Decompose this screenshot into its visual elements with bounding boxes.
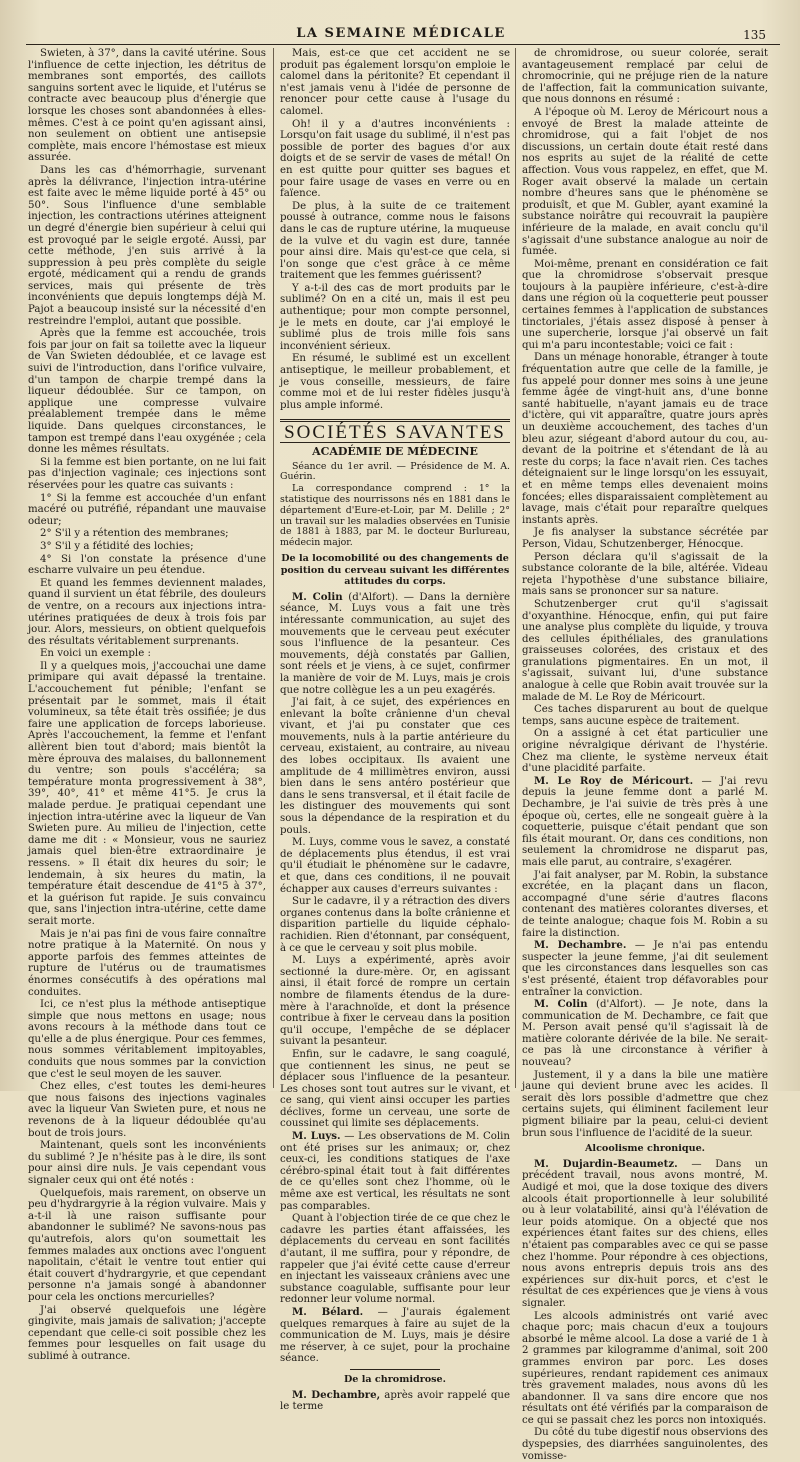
journal-title: LA SEMAINE MÉDICALE <box>296 26 506 41</box>
paragraph: Les alcools administrés ont varié avec chaque porc; mais chacun d'eux a toujours absorbé le même alcool. La dose a varié de 1 à 2 grammes par kilogramme d'animal, soit 200 grammes environ par porc. Les doses supérieures, rendant rapidement ces animaux très gravement malades, nous avons dû les abandonner. Il va sans dire encore que nos résultats ont été vérifiés par la comparaison de ce qui se passait chez les porcs non intoxiqués. <box>522 1310 768 1426</box>
page-number: 135 <box>743 28 766 42</box>
speaker-name: M. Colin <box>534 998 588 1011</box>
list-item: 4° Si l'on constate la présence d'une escharre vulvaire un peu étendue. <box>28 553 266 577</box>
paragraph <box>522 940 768 998</box>
paragraph: Sur le cadavre, il y a rétraction des divers organes contenus dans la boîte crânienne et disparition partielle du liquide céphalo-rachidien. Rien d'étonnant, par conséquent, à ce que le cerveau y soit plus mobile. <box>280 896 510 954</box>
speech: — J'aurais également quelques remarques à faire au sujet de la communication de M. Luys, mais je désire me réserver, à ce sujet, pour la prochaine séance. <box>280 1306 510 1365</box>
paragraph: Moi-même, prenant en considération ce fait que la chromidrose s'observait presque toujours à la paupière inférieure, c'est-à-dire dans une région où la coquetterie peut pousser certaines femmes à l'application de substances tinctoriales, j'étais assez disposé à penser à une supercherie, lorsque j'ai observé un fait qui m'a paru incontestable; voici ce fait : <box>522 258 768 351</box>
paragraph: Si la femme est bien portante, on ne lui fait pas d'injection vaginale; ces injections sont réservées pour les quatre cas suivants : <box>28 456 266 491</box>
article-heading: De la locomobilité ou des changements de position du cerveau suivant les différentes attitudes du corps. <box>280 552 510 588</box>
paragraph: Y a-t-il des cas de mort produits par le sublimé? On en a cité un, mais il est peu authentique; pour mon compte personnel, je le mets en doute, car j'ai employé le sublimé plus de trois mille fois sans inconvénient sérieux. <box>280 282 510 352</box>
paragraph: Justement, il y a dans la bile une matière jaune qui devient brune avec les acides. Il serait dès lors possible d'admettre que chez certains sujets, qui éliminent facilement leur pigment biliaire par la peau, celui-ci devient brun sous l'influence de l'acidité de la sueur. <box>522 1069 768 1139</box>
correspondance: La correspondance comprend : 1° la statistique des nourrissons nés en 1881 dans le département d'Eure-et-Loir, par M. Delille ; 2° un travail sur les maladies observées en Tunisie de 1881 à 1883, par M. le docteur Burlureau, médecin major. <box>280 483 510 549</box>
section-title: SOCIÉTÉS SAVANTES <box>280 419 510 443</box>
paragraph <box>522 776 768 869</box>
paragraph: Mais, est-ce que cet accident ne se produit pas également lorsqu'on emploie le calomel dans la péritonite? Et cependant il n'est jamais venu à l'idée de personne de renoncer pour cette cause à l'usage du calomel. <box>280 48 510 117</box>
paragraph: Mais je n'ai pas fini de vous faire connaître notre pratique à la Maternité. On nous y apporte parfois des femmes atteintes de rupture de l'utérus ou de traumatismes énormes consécutifs à des opérations mal conduites. <box>28 928 266 998</box>
paragraph: M. Luys, comme vous le savez, a constaté de déplacements plus étendus, il est vrai qu'il étudiait le phénomène sur le cadavre, et que, dans ces conditions, il ne pouvait échapper aux causes d'erreurs suivantes : <box>280 837 510 895</box>
paragraph: Du côté du tube digestif nous observions des dyspepsies, des diarrhées sanguinolentes, des vomisse- <box>522 1427 768 1462</box>
paragraph: Ici, ce n'est plus la méthode antiseptique simple que nous mettons en usage; nous avons recours à la méthode dans tout ce qu'elle a de plus énergique. Pour ces femmes, nous sommes véritablement impitoyables, conduits que nous sommes par la conviction que c'est le seul moyen de les sauver. <box>28 999 266 1080</box>
paragraph <box>280 1307 510 1365</box>
speaker-name: M. Luys. <box>292 1130 341 1143</box>
paragraph: A l'époque où M. Leroy de Méricourt nous a envoyé de Brest la malade atteinte de chromidrose, qui a fait l'objet de nos discussions, un certain doute était resté dans nos esprits au sujet de la réalité de cette affection. Vous vous rappelez, en effet, que M. Roger avait observé la malade un certain nombre d'heures sans que le phénomène se produisît, et que M. Gubler, ayant examiné la substance noirâtre qui recouvrait la paupière inférieure de la malade, en avait conclu qu'il s'agissait d'une substance analogue au noir de fumée. <box>522 106 768 258</box>
column-1 <box>28 48 266 1362</box>
paragraph: Dans un ménage honorable, étranger à toute fréquentation autre que celle de la famille, je fus appelé pour donner mes soins à une jeune femme âgée de vingt-huit ans, d'une bonne santé habituelle, n'ayant jamais eu de trace d'ictère, qui vit apparaître, quatre jours après un deuxième accouchement, des taches d'un bleu azur, siégeant d'abord autour du cou, au-devant de la poitrine et s'étendant de là au reste du corps; la face n'avait rien. Ces taches déteignaient sur le linge lorsqu'on les essuyait, et en même temps elles devenaient moins foncées; elles disparaissaient complètement au lavage, mais c'était pour reparaître quelques instants après. <box>522 352 768 526</box>
paragraph: Quelquefois, mais rarement, on observe un peu d'hydrargyrie à la région vulvaire. Mais y a-t-il là une raison suffisante pour abandonner le sublimé? Ne savons-nous pas qu'autrefois, alors qu'on soumettait les femmes malades aux onctions avec l'onguent napolitain, c'était le ventre tout entier qui était couvert d'hydrargyrie, et que cependant personne n'a jamais songé à abandonner pour cela les onctions mercurielles? <box>28 1187 266 1303</box>
speaker-name: M. Bélard. <box>292 1305 364 1318</box>
paragraph: Schutzenberger crut qu'il s'agissait d'oxyanthine. Hénocque, enfin, qui put faire une analyse plus complète du liquide, y trouva des cellules épithéliales, des granulations graisseuses colorées, des cristaux et des granulations pigmentaires. En un mot, il s'agissait, suivant lui, d'une substance analogue à celle que Robin avait trouvée sur la malade de M. Le Roy de Méricourt. <box>522 598 768 703</box>
paragraph: On a assigné à cet état particulier une origine névralgique dérivant de l'hystérie. Chez ma cliente, le système nerveux était d'une placidité parfaite. <box>522 728 768 775</box>
seance-line: Séance du 1er avril. — Présidence de M. A. Guérin. <box>280 460 510 483</box>
speaker-name: M. Dujardin-Beaumetz. <box>534 1157 678 1170</box>
speaker-name: M. Le Roy de Méricourt. <box>534 774 694 787</box>
speech: — Les observations de M. Colin ont été prises sur les animaux; or, chez ceux-ci, les conditions statiques de l'axe cérébro-spinal était tout à fait différentes de ce qu'elles sont chez l'homme, où le même axe est vertical, les résultats ne sont pas comparables. <box>280 1131 510 1212</box>
paragraph: Enfin, sur le cadavre, le sang coagulé, que contiennent les sinus, ne peut se déplacer sous l'influence de la pesanteur. Les choses sont tout autres sur le vivant, et ce sang, qui vient ainsi occuper les parties déclives, forme un cerveau, une sorte de coussinet qui limite ses déplacements. <box>280 1048 510 1130</box>
speech: (d'Alfort). — Dans la dernière séance, M. Luys vous a fait une très intéressante communication, au sujet des mouvements que le cerveau peut exécuter sous l'influence de la pesanteur. Ces mouvements, déjà constatés par Gallien, sont réels et je viens, à ce sujet, confirmer la manière de voir de M. Luys, mais je crois que notre collègue les a un peu exagérés. <box>280 591 510 696</box>
paragraph: J'ai fait, à ce sujet, des expériences en enlevant la boîte crânienne d'un cheval vivant, et j'ai pu constater que ces mouvements, nuls à la partie antérieure du cerveau, existaient, au contraire, au niveau des lobes occipitaux. Ils avaient une amplitude de 4 millimètres environ, aussi bien dans le sens antéro postérieur que dans le sens transversal, et il était facile de les distinguer des mouvements qui sont sous la dépendance de la respiration et du pouls. <box>280 697 510 836</box>
paragraph: Quant à l'objection tirée de ce que chez le cadavre les parties étant affaissées, les déplacements du cerveau en sont facilités d'autant, il me suffira, pour y répondre, de rappeler que j'ai évité cette cause d'erreur en injectant les vaisseaux crâniens avec une substance coagulable, suffisante pour leur redonner leur volume normal. <box>280 1213 510 1306</box>
paragraph: M. Luys a expérimenté, après avoir sectionné la dure-mère. Or, en agissant ainsi, il était forcé de rompre un certain nombre de filaments étendus de la dure-mère à l'arachnoïde, et dont la présence contribue à fixer le cerveau dans la position qu'il occupe, l'empêche de se déplacer suivant la pesanteur. <box>280 955 510 1048</box>
column-2 <box>280 48 510 1413</box>
column-3 <box>522 48 768 1462</box>
article-heading: Alcoolisme chronique. <box>584 1143 706 1155</box>
paragraph: Et quand les femmes deviennent malades, quand il survient un état fébrile, des douleurs de ventre, on a recours aux injections intra-utérines pratiquées de deux à trois fois par jour. Alors, messieurs, on obtient quelquefois des résultats véritablement surprenants. <box>28 577 266 647</box>
paragraph: Ces taches disparurent au bout de quelque temps, sans aucune espèce de traitement. <box>522 704 768 727</box>
article-heading: De la chromidrose. <box>343 1373 447 1385</box>
paragraph: J'ai observé quelquefois une légère gingivite, mais jamais de salivation; j'accepte cependant que celle-ci soit possible chez les femmes pour lesquelles on fait usage du sublimé à outrance. <box>28 1304 266 1362</box>
paragraph <box>280 592 510 696</box>
paragraph: J'ai fait analyser, par M. Robin, la substance excrétée, en la plaçant dans un flacon, accompagné d'une série d'autres flacons contenant des matières colorantes diverses, et de teinte analogue; chaque fois M. Robin a su faire la distinction. <box>522 869 768 939</box>
speaker-name: M. Dechambre. <box>534 939 627 952</box>
paragraph <box>522 1159 768 1310</box>
column-divider <box>515 48 516 1088</box>
speech: (d'Alfort). — Je note, dans la communication de M. Dechambre, ce fait que M. Person avait pensé qu'il s'agissait là de matière colorante dérivée de la bile. Ne serait-ce pas là une circonstance à vérifier à nouveau? <box>522 999 768 1069</box>
speech: après avoir rappelé que le terme <box>280 1389 510 1413</box>
column-divider <box>273 48 274 1088</box>
paragraph: de chromidrose, ou sueur colorée, serait avantageusement remplacé par celui de chromocrinie, qui ne préjuge rien de la nature de l'affection, fait la communication suivante, que nous donnons en résumé : <box>522 48 768 106</box>
paragraph: Oh! il y a d'autres inconvénients : Lorsqu'on fait usage du sublimé, il n'est pas possible de porter des bagues d'or aux doigts et de se servir de vases de métal! On en est quitte pour quitter ses bagues et pour faire usage de vases en verre ou en faïence. <box>280 118 510 200</box>
speech: — J'ai revu depuis la jeune femme dont a parlé M. Dechambre, je l'ai suivie de très près à une époque où, certes, elle ne songeait guère à la coquetterie, puisque c'était pendant que son fils était mourant. Or, dans ces conditions, non seulement la chromidrose ne disparut pas, mais elle parut, au contraire, s'exagérer. <box>522 775 768 868</box>
paragraph: En résumé, le sublimé est un excellent antiseptique, le meilleur probablement, et je vous conseille, messieurs, de faire comme moi et de lui rester fidèles jusqu'à plus ample informé. <box>280 353 510 411</box>
paragraph: Dans les cas d'hémorrhagie, survenant après la délivrance, l'injection intra-utérine est faite avec le même liquide porté à 45° ou 50°. Sous l'influence d'une semblable injection, les contractions utérines atteignent un degré d'énergie bien supérieur à celui qui est provoqué par le seigle ergoté. Aussi, par cette méthode, j'en suis arrivé à la suppression à peu près complète du seigle ergoté, médicament qui a rendu de grands services, mais qui présente de très inconvénients que depuis longtemps déjà M. Pajot a beaucoup insisté sur la nécessité d'en restreindre l'emploi, autant que possible. <box>28 164 266 327</box>
paragraph: En voici un exemple : <box>40 648 151 660</box>
paragraph: Person déclara qu'il s'agissait de la substance colorante de la bile, altérée. Videau rejeta l'hypothèse d'une substance biliaire, mais sans se prononcer sur sa nature. <box>522 551 768 598</box>
paragraph: Chez elles, c'est toutes les demi-heures que nous faisons des injections vaginales avec la liqueur Van Swieten pure, et nous ne revenons de à la liqueur dédoublée qu'au bout de trois jours. <box>28 1081 266 1139</box>
paragraph <box>522 999 768 1069</box>
paragraph <box>280 1390 510 1413</box>
paragraph: Après que la femme est accouchée, trois fois par jour on fait sa toilette avec la liqueur de Van Swieten dédoublée, et ce lavage est suivi de l'introduction, dans l'orifice vulvaire, d'un tampon de charpie trempé dans la liqueur dédoublée. Sur ce tampon, on applique une compresse vulvaire préalablement trempée dans le même liquide. Dans quelques circonstances, le tampon est trempé dans l'eau oxygénée ; cela donne les mêmes résultats. <box>28 328 266 456</box>
separator-rule <box>350 1369 440 1370</box>
list-item: 1° Si la femme est accouchée d'un enfant macéré ou putréfié, répandant une mauvaise odeur; <box>28 492 266 527</box>
paragraph: Il y a quelques mois, j'accouchai une dame primipare qui avait dépassé la trentaine. L'accouchement fut pénible; l'enfant se présentait par le sommet, mais il était volumineux, sa tête était très ossifiée; je dus faire une application de forceps laborieuse. Après l'accouchement, la femme et l'enfant allèrent bien tout d'abord; mais bientôt la mère éprouva des malaises, du ballonnement du ventre; son pouls s'accéléra; sa température monta progressivement à 38°, 39°, 40°, 41° et même 41°5. Je crus la malade perdue. Je pratiquai cependant une injection intra-utérine avec la liqueur de Van Swieten pure. Au milieu de l'injection, cette dame me dit : « Monsieur, vous ne sauriez jamais quel bien-être extraordinaire je ressens. » Il était dix heures du soir; le lendemain, à six heures du matin, la température était descendue de 41°5 à 37°, et la guérison fut rapide. Je suis convaincu que, sans l'injection intra-utérine, cette dame serait morte. <box>28 660 266 927</box>
paragraph: De plus, à la suite de ce traitement poussé à outrance, comme nous le faisons dans le cas de rupture utérine, la muqueuse de la vulve et du vagin est dure, tannée pour ainsi dire. Mais qu'est-ce que cela, si l'on songe que c'est grâce à ce même traitement que les femmes guérissent? <box>280 200 510 282</box>
paragraph <box>280 1131 510 1212</box>
speaker-name: M. Dechambre, <box>292 1388 381 1401</box>
page-header <box>20 14 782 40</box>
paragraph: Maintenant, quels sont les inconvénients du sublimé ? Je n'hésite pas à le dire, ils sont pour ainsi dire nuls. Je vais cependant vous signaler ceux qui ont été notés : <box>28 1140 266 1186</box>
list-item: 3° S'il y a fétidité des lochies; <box>40 540 194 552</box>
speech: — Dans un précédent travail, nous avons montré, M. Audigé et moi, que la dose toxique des divers alcools était proportionnelle à leur solubilité ou à leur volatabilité, ainsi qu'à l'élévation de leur poids atomique. On a objecté que nos expériences étant faites sur des chiens, elles n'étaient pas comparables avec ce qui se passe chez l'homme. Pour répondre à ces objections, nous avons entrepris depuis trois ans des expériences sur dix-huit porcs, et c'est le résultat de ces expériences que je viens à vous signaler. <box>522 1158 768 1309</box>
paragraph: Swieten, à 37°, dans la cavité utérine. Sous l'influence de cette injection, les détritus de membranes sont emportés, des caillots sanguins sortent avec le liquide, et l'utérus se contracte avec beaucoup plus d'énergie que lorsque les choses sont abandonnées à elles-mêmes. C'est à ce point qu'en agissant ainsi, non seulement on obtient une antisepsie complète, mais encore l'hémostase est mieux assurée. <box>28 48 266 164</box>
academie-heading: ACADÉMIE DE MÉDECINE <box>312 445 478 458</box>
speech: — Je n'ai pas entendu suspecter la jeune femme, j'ai dit seulement que les circonstances dans lesquelles son cas s'est présenté, étaient trop défavorables pour entraîner la conviction. <box>522 940 768 998</box>
paragraph: Je fis analyser la substance sécrétée par Person, Vidau, Schutzenberger, Hénocque. <box>522 527 768 550</box>
speaker-name: M. Colin <box>292 590 343 603</box>
list-item: 2° S'il y a rétention des membranes; <box>40 528 229 540</box>
header-rule <box>26 44 780 45</box>
